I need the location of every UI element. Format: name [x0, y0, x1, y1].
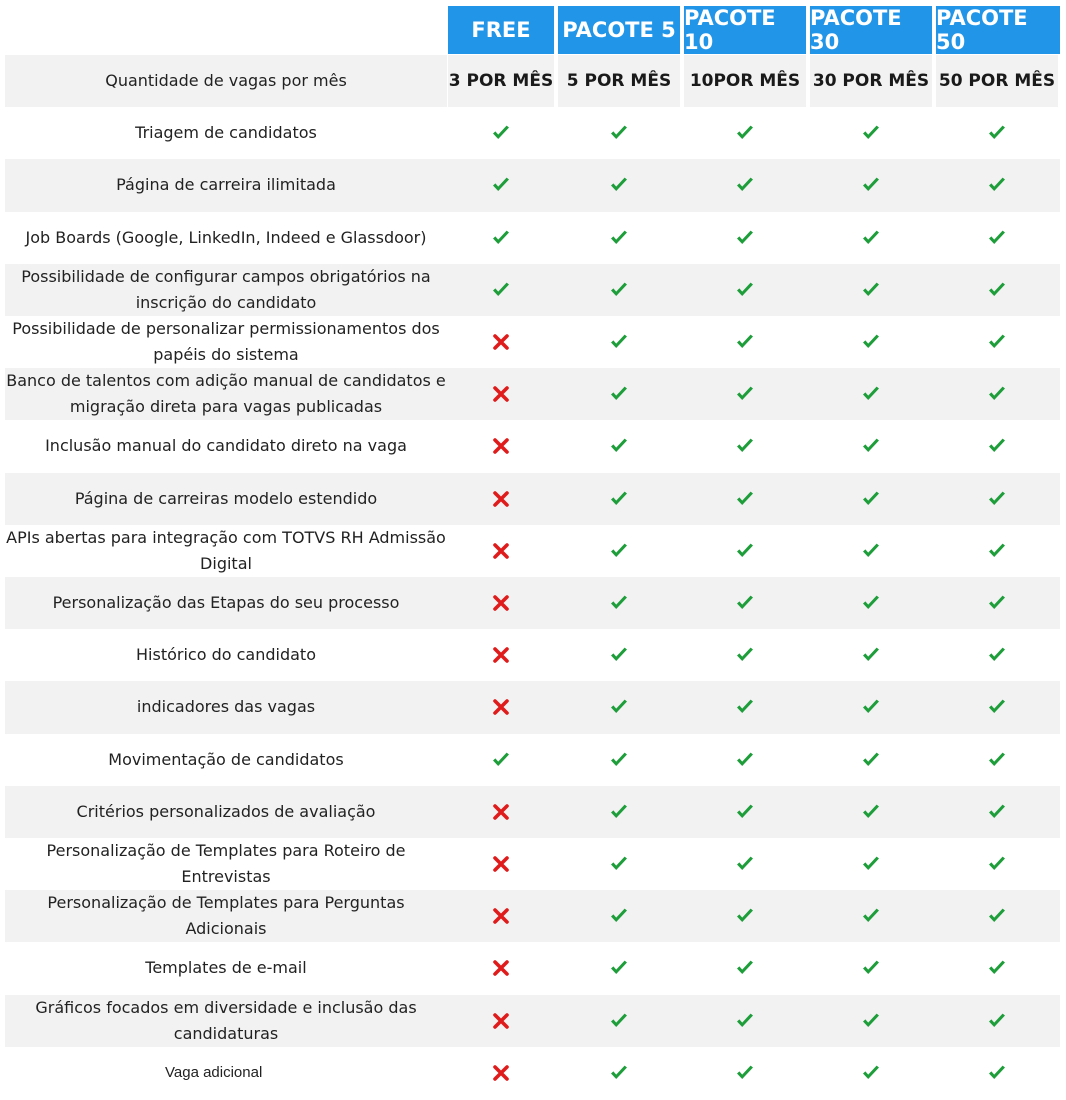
check-icon — [986, 644, 1008, 666]
cross-icon — [490, 331, 512, 353]
check-icon — [608, 644, 630, 666]
feature-cell — [684, 212, 806, 264]
feature-row — [0, 629, 1066, 681]
check-icon — [608, 749, 630, 771]
feature-row — [0, 473, 1066, 525]
cross-icon — [490, 905, 512, 927]
feature-label: Banco de talentos com adição manual de candidatos e migração direta para vagas publicadas — [6, 371, 446, 417]
feature-cell — [558, 420, 680, 472]
feature-label: Possibilidade de configurar campos obrigatórios na inscrição do candidato — [21, 266, 431, 312]
feature-cell — [936, 577, 1058, 629]
check-icon — [608, 488, 630, 510]
check-icon — [860, 853, 882, 875]
cross-icon — [490, 696, 512, 718]
feature-cell — [936, 786, 1058, 838]
feature-cell — [810, 995, 932, 1047]
check-icon — [734, 331, 756, 353]
check-icon — [734, 957, 756, 979]
feature-cell — [448, 995, 554, 1047]
feature-label: indicadores das vagas — [136, 697, 316, 717]
check-icon — [860, 801, 882, 823]
cross-icon — [490, 853, 512, 875]
check-icon — [734, 853, 756, 875]
cross-icon — [490, 644, 512, 666]
check-icon — [490, 174, 512, 196]
feature-cell — [558, 734, 680, 786]
feature-label: Personalização de Templates para Roteiro de Entrevistas — [46, 841, 406, 887]
feature-cell — [936, 942, 1058, 994]
vagas-value: 3 POR MÊS — [448, 55, 554, 107]
check-icon — [734, 801, 756, 823]
feature-cell — [558, 368, 680, 420]
feature-cell — [936, 212, 1058, 264]
check-icon — [860, 435, 882, 457]
check-icon — [608, 174, 630, 196]
check-icon — [608, 540, 630, 562]
check-icon — [860, 749, 882, 771]
feature-cell — [936, 368, 1058, 420]
feature-cell — [936, 838, 1058, 890]
check-icon — [734, 540, 756, 562]
feature-cell — [684, 786, 806, 838]
check-icon — [734, 1010, 756, 1032]
feature-cell — [810, 212, 932, 264]
feature-cell — [558, 942, 680, 994]
feature-row — [0, 368, 1066, 420]
feature-cell — [936, 473, 1058, 525]
check-icon — [860, 905, 882, 927]
feature-cell — [810, 786, 932, 838]
feature-label: Histórico do candidato — [136, 645, 316, 665]
feature-cell — [810, 316, 932, 368]
feature-cell — [684, 368, 806, 420]
check-icon — [860, 227, 882, 249]
feature-row — [0, 316, 1066, 368]
feature-cell — [684, 316, 806, 368]
feature-row — [0, 107, 1066, 159]
feature-cell — [558, 159, 680, 211]
check-icon — [734, 644, 756, 666]
feature-cell — [448, 368, 554, 420]
feature-cell — [448, 629, 554, 681]
check-icon — [608, 801, 630, 823]
feature-cell — [810, 577, 932, 629]
check-icon — [608, 1010, 630, 1032]
feature-cell — [558, 264, 680, 316]
feature-cell — [810, 525, 932, 577]
cross-icon — [490, 435, 512, 457]
check-icon — [860, 592, 882, 614]
feature-label: Possibilidade de personalizar permissionamentos dos papéis do sistema — [12, 319, 440, 365]
check-icon — [860, 174, 882, 196]
feature-cell — [448, 890, 554, 942]
feature-cell — [558, 473, 680, 525]
check-icon — [986, 174, 1008, 196]
feature-cell — [684, 264, 806, 316]
feature-cell — [558, 995, 680, 1047]
check-icon — [490, 279, 512, 301]
check-icon — [986, 853, 1008, 875]
check-icon — [608, 227, 630, 249]
check-icon — [986, 540, 1008, 562]
cross-icon — [490, 540, 512, 562]
feature-cell — [810, 368, 932, 420]
feature-label: Personalização de Templates para Perguntas Adicionais — [47, 893, 405, 939]
cross-icon — [490, 957, 512, 979]
feature-cell — [448, 838, 554, 890]
feature-label: Página de carreira ilimitada — [116, 175, 336, 195]
feature-label: APIs abertas para integração com TOTVS RH Admissão Digital — [6, 527, 446, 573]
feature-cell — [810, 838, 932, 890]
check-icon — [986, 279, 1008, 301]
feature-cell — [684, 942, 806, 994]
feature-cell — [684, 525, 806, 577]
check-icon — [860, 696, 882, 718]
feature-cell — [448, 577, 554, 629]
check-icon — [860, 383, 882, 405]
check-icon — [608, 1062, 630, 1084]
feature-label: Inclusão manual do candidato direto na vaga — [45, 436, 407, 456]
check-icon — [860, 957, 882, 979]
plan-header-3: PACOTE 30 — [810, 6, 932, 54]
feature-cell — [936, 629, 1058, 681]
plan-header-1: PACOTE 5 — [558, 6, 680, 54]
feature-cell — [448, 942, 554, 994]
feature-cell — [936, 420, 1058, 472]
feature-label: Vaga adicional — [165, 1063, 263, 1081]
check-icon — [860, 540, 882, 562]
feature-cell — [684, 995, 806, 1047]
feature-cell — [936, 159, 1058, 211]
check-icon — [986, 1062, 1008, 1084]
vagas-value: 30 POR MÊS — [810, 55, 932, 107]
feature-cell — [448, 159, 554, 211]
feature-row — [0, 525, 1066, 577]
check-icon — [986, 801, 1008, 823]
check-icon — [608, 383, 630, 405]
feature-row — [0, 995, 1066, 1047]
check-icon — [734, 174, 756, 196]
feature-cell — [684, 420, 806, 472]
check-icon — [734, 227, 756, 249]
feature-cell — [684, 734, 806, 786]
feature-row — [0, 734, 1066, 786]
check-icon — [986, 749, 1008, 771]
feature-cell — [558, 107, 680, 159]
feature-cell — [810, 734, 932, 786]
feature-cell — [936, 995, 1058, 1047]
feature-cell — [558, 629, 680, 681]
feature-label: Critérios personalizados de avaliação — [76, 801, 376, 821]
check-icon — [608, 853, 630, 875]
check-icon — [734, 1062, 756, 1084]
feature-cell — [448, 473, 554, 525]
check-icon — [490, 227, 512, 249]
feature-cell — [810, 629, 932, 681]
check-icon — [860, 279, 882, 301]
feature-cell — [810, 473, 932, 525]
check-icon — [608, 905, 630, 927]
feature-cell — [684, 838, 806, 890]
feature-row — [0, 577, 1066, 629]
vagas-row-label: Quantidade de vagas por mês — [5, 55, 447, 107]
plan-header-0: FREE — [448, 6, 554, 54]
feature-cell — [936, 1047, 1058, 1099]
check-icon — [986, 905, 1008, 927]
feature-cell — [684, 473, 806, 525]
feature-cell — [684, 1047, 806, 1099]
check-icon — [986, 331, 1008, 353]
feature-cell — [684, 577, 806, 629]
feature-cell — [936, 316, 1058, 368]
feature-label: Gráficos focados em diversidade e inclusão das candidaturas — [35, 997, 417, 1043]
feature-cell — [448, 786, 554, 838]
check-icon — [986, 122, 1008, 144]
feature-row — [0, 212, 1066, 264]
vagas-row — [0, 55, 1066, 107]
feature-cell — [684, 159, 806, 211]
feature-cell — [448, 1047, 554, 1099]
feature-cell — [936, 264, 1058, 316]
check-icon — [734, 749, 756, 771]
feature-cell — [448, 734, 554, 786]
feature-row — [0, 890, 1066, 942]
feature-cell — [684, 890, 806, 942]
check-icon — [734, 488, 756, 510]
plan-header-4: PACOTE 50 — [936, 6, 1060, 54]
cross-icon — [490, 1010, 512, 1032]
feature-row — [0, 420, 1066, 472]
feature-cell — [448, 212, 554, 264]
feature-cell — [810, 1047, 932, 1099]
feature-cell — [684, 629, 806, 681]
cross-icon — [490, 383, 512, 405]
cross-icon — [490, 801, 512, 823]
cross-icon — [490, 1062, 512, 1084]
feature-row — [0, 681, 1066, 733]
vagas-value: 50 POR MÊS — [936, 55, 1058, 107]
feature-cell — [936, 734, 1058, 786]
check-icon — [986, 488, 1008, 510]
check-icon — [986, 592, 1008, 614]
check-icon — [860, 644, 882, 666]
feature-row — [0, 159, 1066, 211]
feature-cell — [810, 942, 932, 994]
check-icon — [734, 905, 756, 927]
feature-cell — [558, 838, 680, 890]
feature-cell — [936, 107, 1058, 159]
feature-cell — [448, 107, 554, 159]
check-icon — [734, 435, 756, 457]
feature-cell — [810, 681, 932, 733]
check-icon — [608, 331, 630, 353]
feature-row — [0, 1047, 1066, 1099]
check-icon — [986, 696, 1008, 718]
cross-icon — [490, 488, 512, 510]
check-icon — [734, 592, 756, 614]
feature-cell — [936, 681, 1058, 733]
feature-cell — [810, 159, 932, 211]
feature-cell — [558, 316, 680, 368]
check-icon — [734, 279, 756, 301]
check-icon — [608, 122, 630, 144]
feature-row — [0, 838, 1066, 890]
vagas-value: 5 POR MÊS — [558, 55, 680, 107]
vagas-value: 10POR MÊS — [684, 55, 806, 107]
feature-cell — [558, 1047, 680, 1099]
feature-cell — [448, 316, 554, 368]
feature-cell — [684, 107, 806, 159]
check-icon — [608, 957, 630, 979]
feature-cell — [810, 264, 932, 316]
feature-label: Job Boards (Google, LinkedIn, Indeed e Glassdoor) — [25, 227, 427, 247]
feature-cell — [448, 525, 554, 577]
check-icon — [986, 383, 1008, 405]
feature-cell — [810, 420, 932, 472]
feature-label: Página de carreiras modelo estendido — [74, 488, 378, 508]
check-icon — [860, 488, 882, 510]
feature-cell — [558, 212, 680, 264]
feature-cell — [448, 420, 554, 472]
check-icon — [490, 749, 512, 771]
feature-cell — [448, 264, 554, 316]
feature-cell — [936, 890, 1058, 942]
feature-row — [0, 264, 1066, 316]
check-icon — [860, 1010, 882, 1032]
feature-cell — [558, 681, 680, 733]
feature-cell — [936, 525, 1058, 577]
feature-cell — [558, 525, 680, 577]
feature-cell — [558, 577, 680, 629]
check-icon — [860, 331, 882, 353]
feature-row — [0, 942, 1066, 994]
check-icon — [986, 1010, 1008, 1032]
check-icon — [734, 696, 756, 718]
feature-label: Personalização das Etapas do seu processo — [52, 593, 400, 613]
check-icon — [608, 435, 630, 457]
check-icon — [860, 122, 882, 144]
check-icon — [734, 383, 756, 405]
feature-label: Triagem de candidatos — [135, 123, 317, 143]
check-icon — [490, 122, 512, 144]
check-icon — [608, 592, 630, 614]
check-icon — [986, 957, 1008, 979]
feature-row — [0, 786, 1066, 838]
check-icon — [734, 122, 756, 144]
feature-label: Templates de e-mail — [145, 958, 307, 978]
feature-label: Movimentação de candidatos — [108, 749, 344, 769]
feature-cell — [810, 107, 932, 159]
check-icon — [986, 227, 1008, 249]
check-icon — [608, 279, 630, 301]
check-icon — [986, 435, 1008, 457]
feature-cell — [684, 681, 806, 733]
feature-cell — [448, 681, 554, 733]
cross-icon — [490, 592, 512, 614]
check-icon — [608, 696, 630, 718]
feature-cell — [558, 890, 680, 942]
feature-cell — [558, 786, 680, 838]
check-icon — [860, 1062, 882, 1084]
feature-cell — [810, 890, 932, 942]
plan-header-2: PACOTE 10 — [684, 6, 806, 54]
